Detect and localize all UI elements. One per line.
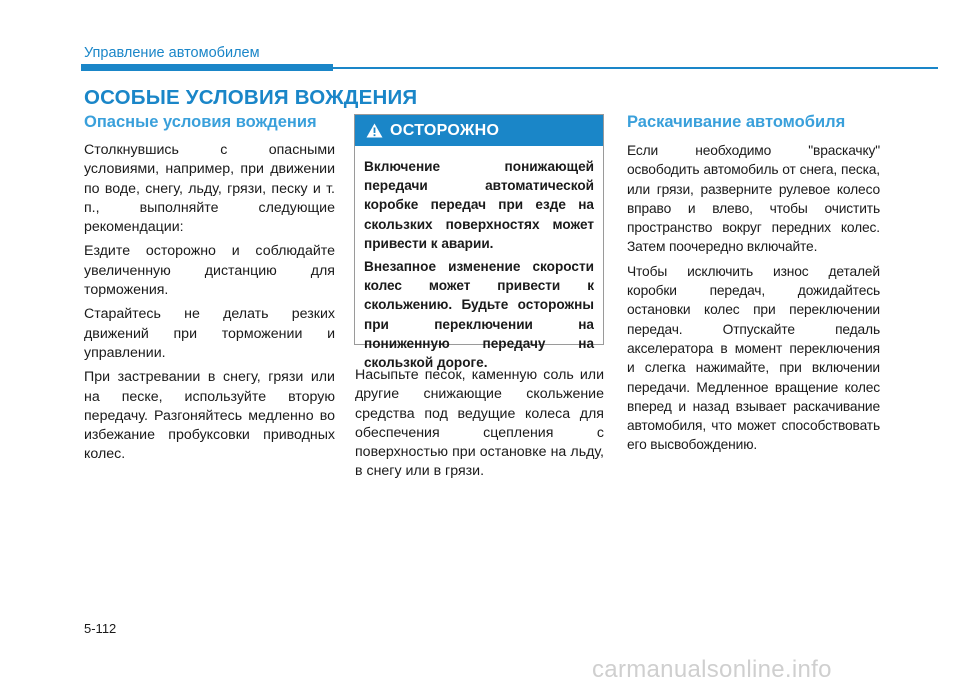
page-number: 5-112 [84, 621, 117, 636]
caution-header [355, 115, 603, 146]
header-rule-thin [333, 67, 938, 69]
caution-paragraph: Внезапное изменение скорости колес может привести к скольжению. Будьте осторожны при переключении на пониженную передачу на скользкой дороге. [364, 259, 594, 371]
paragraph: Ездите осторожно и соблюдайте увеличенную дистанцию для торможения. [84, 243, 335, 299]
caution-body [355, 146, 603, 372]
chapter-title: Управление автомобилем [84, 45, 260, 61]
column-dangerous-conditions [84, 112, 335, 470]
column-rocking-vehicle [627, 112, 880, 460]
subtitle-dangerous-conditions: Опасные условия вождения [84, 113, 317, 131]
paragraph: Если необходимо "враскачку" освободить автомобиль от снега, песка, или грязи, разверните рулевое колесо вправо и влево, чтобы очистить пространство вокруг передних колес. Затем поочередно включайте. [627, 143, 880, 255]
paragraph: Столкнувшись с опасными условиями, например, при движении по воде, снегу, льду, грязи, песку и т. п., выполняйте следующие рекомендации: [84, 142, 335, 236]
paragraph: Чтобы исключить износ деталей коробки передач, дожидайтесь остановки колес при переключении передач. Отпускайте педаль акселератора в момент переключения и слегка нажимайте, при включении передачи. Медленное вращение колес вперед и назад взывает раскачивание автомобиля, что может способствовать его высвобождению. [627, 263, 880, 453]
warning-triangle-icon [366, 123, 383, 138]
section-title: ОСОБЫЕ УСЛОВИЯ ВОЖДЕНИЯ [84, 86, 418, 109]
caution-box [354, 114, 604, 371]
caution-title: ОСТОРОЖНО [390, 121, 500, 139]
caution-paragraph: Включение понижающей передачи автоматической коробке передач при езде на скользких поверхностях может привести к аварии. [364, 159, 594, 251]
watermark: carmanualsonline.info [592, 656, 832, 683]
column-traction-tips [355, 366, 604, 487]
paragraph: Старайтесь не делать резких движений при торможении и управлении. [84, 306, 335, 361]
paragraph: Насыпьте песок, каменную соль или другие снижающие скольжение средства под ведущие колеса для обеспечения сцепления с поверхностью при остановке на льду, в снегу или в грязи. [355, 367, 604, 480]
subtitle-rocking-vehicle: Раскачивание автомобиля [627, 113, 846, 131]
paragraph: При застревании в снегу, грязи или на песке, используйте вторую передачу. Разгоняйтесь медленно во избежание пробуксовки приводных колес. [84, 369, 335, 463]
header-rule-thick [81, 64, 333, 71]
